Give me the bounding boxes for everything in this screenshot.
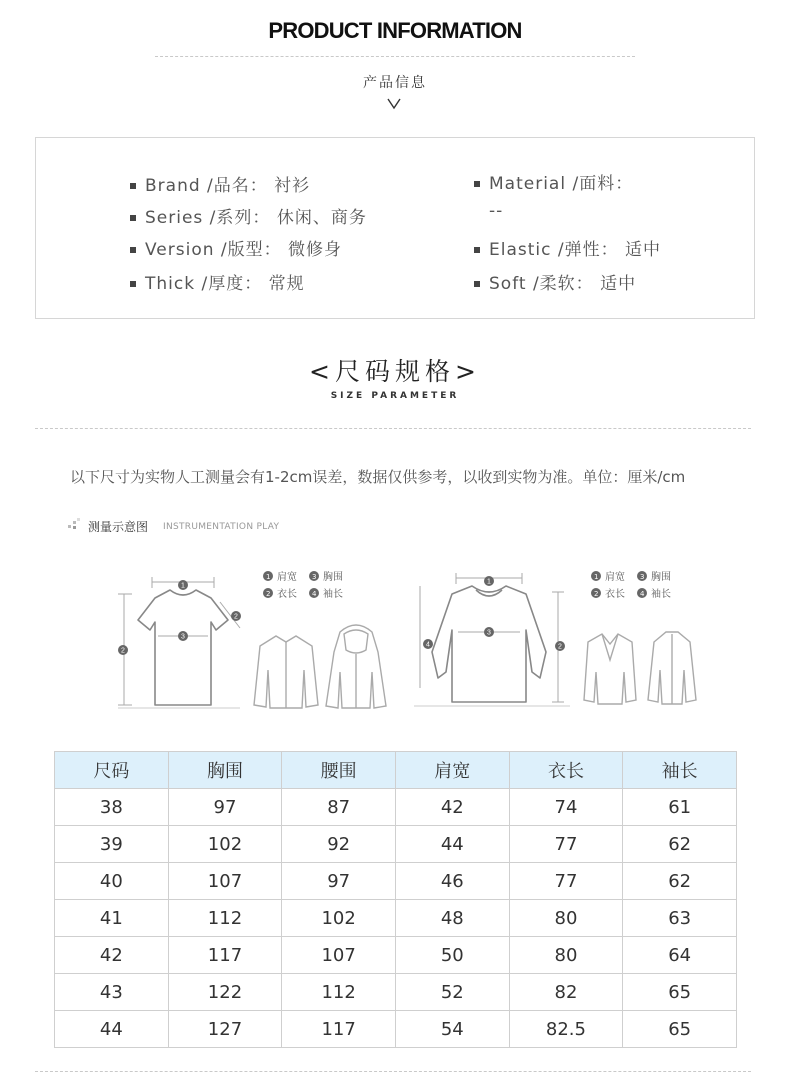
bullet-icon [130, 183, 136, 189]
svg-text:1: 1 [594, 573, 599, 581]
size-title: <尺码规格> [309, 357, 481, 386]
measure-diagram-title: 测量示意图 [88, 520, 149, 534]
table-cell: 122 [168, 974, 282, 1011]
legend-label-chest: 胸围 [323, 572, 343, 583]
table-row [55, 900, 737, 937]
title-divider [155, 56, 635, 57]
info-brand: Brand /品名： 衬衫 [145, 176, 311, 196]
info-elastic: Elastic /弹性： 适中 [489, 240, 662, 260]
measurement-diagram [100, 560, 700, 720]
table-cell: 74 [509, 789, 623, 826]
legend-label-shoulder: 肩宽 [605, 572, 625, 583]
table-header-row [55, 752, 737, 789]
table-cell: 65 [623, 974, 737, 1011]
table-cell: 77 [509, 826, 623, 863]
table-cell: 97 [282, 863, 396, 900]
legend-label-sleeve: 袖长 [651, 589, 671, 600]
bullet-icon [130, 281, 136, 287]
info-material: Material /面料： [489, 174, 634, 194]
table-cell: 107 [282, 937, 396, 974]
table-cell: 102 [168, 826, 282, 863]
header-cell: 肩宽 [395, 752, 509, 789]
size-table [54, 751, 737, 1048]
svg-text:2: 2 [558, 643, 562, 651]
svg-text:2: 2 [594, 590, 599, 598]
dots-icon [68, 518, 82, 530]
bullet-icon [474, 247, 480, 253]
svg-text:1: 1 [181, 582, 185, 590]
table-cell: 80 [509, 937, 623, 974]
table-cell: 48 [395, 900, 509, 937]
table-cell: 43 [55, 974, 169, 1011]
header-cell: 袖长 [623, 752, 737, 789]
blazer-icon [584, 634, 636, 704]
table-cell: 77 [509, 863, 623, 900]
table-cell: 117 [168, 937, 282, 974]
svg-text:3: 3 [181, 633, 185, 641]
table-cell: 102 [282, 900, 396, 937]
table-cell: 82 [509, 974, 623, 1011]
table-cell: 87 [282, 789, 396, 826]
info-version: Version /版型： 微修身 [145, 240, 343, 260]
table-cell: 62 [623, 863, 737, 900]
table-cell: 61 [623, 789, 737, 826]
bullet-icon [130, 247, 136, 253]
bottom-divider [35, 1071, 751, 1072]
svg-text:4: 4 [640, 590, 645, 598]
svg-text:3: 3 [640, 573, 645, 581]
table-row [55, 826, 737, 863]
chevron-down-icon [387, 96, 401, 110]
table-cell: 82.5 [509, 1011, 623, 1048]
info-series: Series /系列： 休闲、商务 [145, 208, 367, 228]
size-subtitle: SIZE PARAMETER [330, 391, 460, 401]
header-cell: 衣长 [509, 752, 623, 789]
jacket-icon [648, 632, 696, 704]
table-cell: 42 [55, 937, 169, 974]
bullet-icon [130, 215, 136, 221]
table-cell: 44 [395, 826, 509, 863]
table-cell: 64 [623, 937, 737, 974]
table-cell: 54 [395, 1011, 509, 1048]
bullet-icon [474, 281, 480, 287]
table-cell: 97 [168, 789, 282, 826]
legend-label-shoulder: 肩宽 [277, 572, 297, 583]
long-sleeve-icon [432, 586, 546, 702]
table-cell: 117 [282, 1011, 396, 1048]
legend-label-length: 衣长 [605, 589, 625, 600]
table-row [55, 863, 737, 900]
table-cell: 46 [395, 863, 509, 900]
svg-text:3: 3 [487, 629, 491, 637]
table-cell: 80 [509, 900, 623, 937]
info-soft: Soft /柔软： 适中 [489, 274, 637, 294]
table-row [55, 1011, 737, 1048]
svg-text:1: 1 [487, 578, 491, 586]
legend-label-sleeve: 袖长 [323, 589, 343, 600]
header-cell: 胸围 [168, 752, 282, 789]
table-cell: 52 [395, 974, 509, 1011]
legend-label-chest: 胸围 [651, 572, 671, 583]
section-subtitle: 产品信息 [363, 75, 427, 91]
svg-text:2: 2 [121, 647, 125, 655]
svg-text:2: 2 [234, 613, 238, 621]
measure-diagram-subtitle: INSTRUMENTATION PLAY [163, 522, 280, 532]
svg-text:4: 4 [426, 641, 430, 649]
svg-text:2: 2 [266, 590, 271, 598]
table-cell: 39 [55, 826, 169, 863]
table-cell: 112 [168, 900, 282, 937]
table-cell: 50 [395, 937, 509, 974]
legend-label-length: 衣长 [277, 589, 297, 600]
table-cell: 38 [55, 789, 169, 826]
measurement-note: 以下尺寸为实物人工测量会有1-2cm误差，数据仅供参考，以收到实物为准。单位：厘米/cm [70, 468, 686, 486]
number-badge-icon [118, 580, 241, 655]
page-title: PRODUCT INFORMATION [268, 18, 522, 43]
table-cell: 63 [623, 900, 737, 937]
table-cell: 44 [55, 1011, 169, 1048]
info-material-value: -- [489, 201, 504, 221]
table-row [55, 937, 737, 974]
info-thick: Thick /厚度： 常规 [145, 274, 305, 294]
table-row [55, 789, 737, 826]
bullet-icon [474, 181, 480, 187]
header-cell: 尺码 [55, 752, 169, 789]
tshirt-icon [138, 590, 228, 705]
svg-text:4: 4 [312, 590, 317, 598]
table-cell: 42 [395, 789, 509, 826]
table-cell: 107 [168, 863, 282, 900]
table-row [55, 974, 737, 1011]
table-cell: 127 [168, 1011, 282, 1048]
table-cell: 40 [55, 863, 169, 900]
table-cell: 92 [282, 826, 396, 863]
header-cell: 腰围 [282, 752, 396, 789]
table-cell: 41 [55, 900, 169, 937]
svg-text:1: 1 [266, 573, 271, 581]
table-cell: 112 [282, 974, 396, 1011]
shirt-icon [254, 636, 318, 708]
table-cell: 65 [623, 1011, 737, 1048]
product-info-box [35, 137, 755, 319]
hoodie-icon [326, 625, 386, 708]
section-divider [35, 428, 751, 429]
svg-text:3: 3 [312, 573, 317, 581]
table-cell: 62 [623, 826, 737, 863]
